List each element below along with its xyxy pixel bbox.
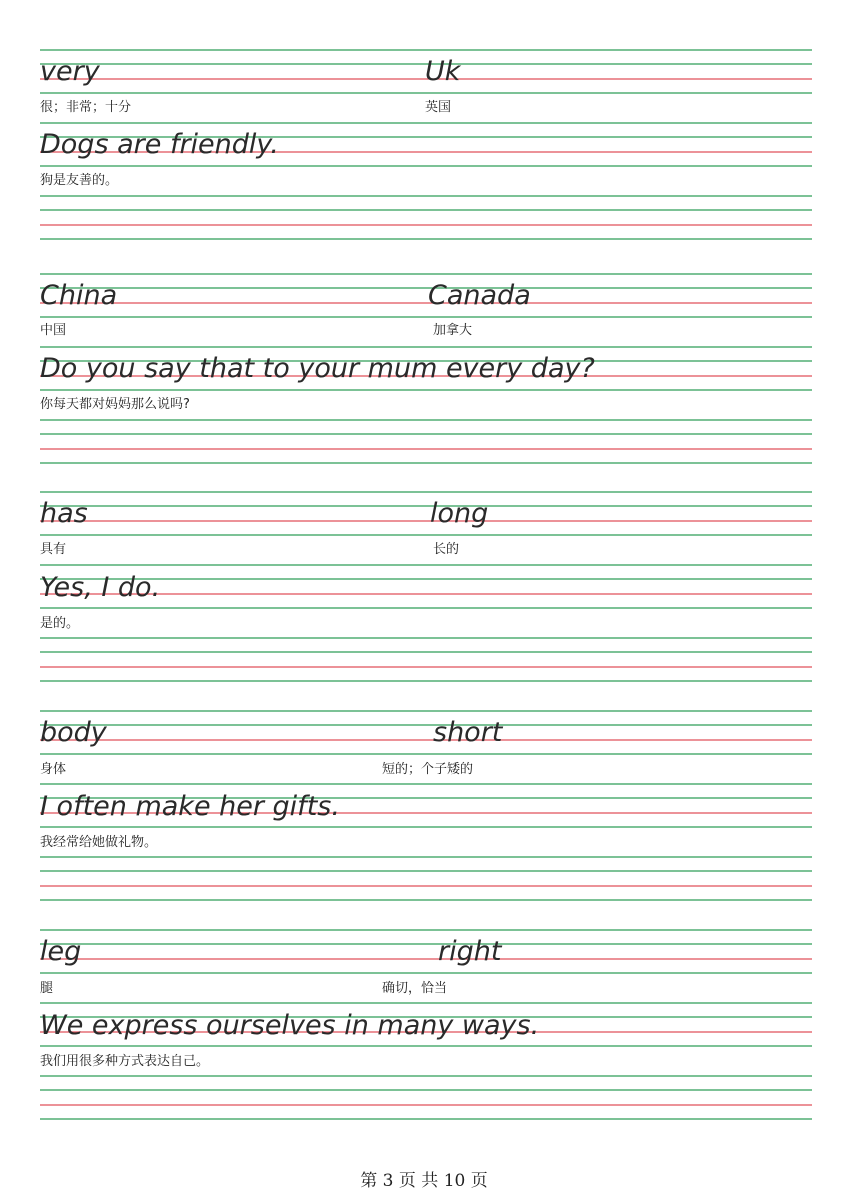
vocab-translation: 长的: [433, 542, 460, 557]
vocab-translation: 很；非常；十分: [40, 100, 132, 115]
vocab-translation: 腿: [40, 981, 54, 996]
example-sentence: Do you say that to your mum every day?: [40, 353, 595, 384]
vocab-translation: 具有: [40, 542, 67, 557]
sentence-translation: 我经常给她做礼物。: [40, 835, 158, 850]
example-sentence: Dogs are friendly.: [40, 129, 279, 160]
sentence-translation: 我们用很多种方式表达自己。: [40, 1054, 210, 1069]
page-number: 第 3 页 共 10 页: [360, 1171, 488, 1191]
vocab-word: very: [40, 56, 100, 87]
sentence-translation: 是的。: [40, 616, 80, 631]
vocab-translation: 身体: [40, 762, 67, 777]
vocab-word: body: [40, 717, 107, 748]
vocab-word: has: [40, 498, 88, 529]
vocab-translation: 确切，恰当: [382, 981, 448, 996]
vocab-translation: 英国: [425, 100, 452, 115]
example-sentence: We express ourselves in many ways.: [40, 1010, 540, 1041]
example-sentence: I often make her gifts.: [40, 791, 340, 822]
sentence-translation: 狗是友善的。: [40, 173, 119, 188]
sentence-translation: 你每天都对妈妈那么说吗?: [40, 397, 190, 412]
vocab-translation: 中国: [40, 323, 67, 338]
vocab-translation: 加拿大: [433, 323, 473, 338]
vocab-word: Uk: [425, 56, 461, 87]
vocab-word: Canada: [428, 280, 531, 311]
vocab-word: long: [430, 498, 489, 529]
vocab-translation: 短的；个子矮的: [382, 762, 474, 777]
vocab-word: short: [433, 717, 503, 748]
vocab-word: right: [438, 936, 502, 967]
vocab-word: leg: [40, 936, 82, 967]
example-sentence: Yes, I do.: [40, 572, 161, 603]
vocab-word: China: [40, 280, 118, 311]
